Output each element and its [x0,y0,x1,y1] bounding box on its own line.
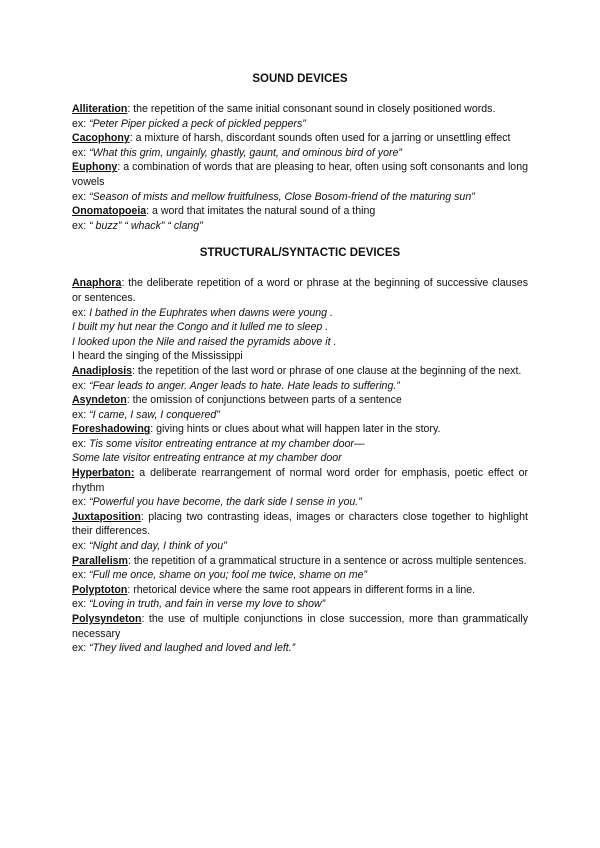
parallelism-example: ex: “Full me once, shame on you; fool me twice, shame on me” [72,569,367,582]
alliteration-definition: Alliteration: the repetition of the same initial consonant sound in closely positioned words. [72,103,496,115]
parallelism-term: Parallelism [72,554,128,567]
polyptoton-example: ex: “Loving in truth, and fain in verse my love to show” [72,598,326,611]
asyndeton-example: ex: “I came, I saw, I conquered” [72,408,220,421]
onomatopoeia-definition: Onomatopoeia: a word that imitates the natural sound of a thing [72,205,376,218]
foreshadowing-example: ex: Tis some visitor entreating entrance at my chamber door— [72,437,365,450]
cacophony-definition: Cacophony: a mixture of harsh, discordant sounds often used for a jarring or unsettling effect [72,132,511,145]
euphony-definition: Euphony: a combination of words that are pleasing to hear, often using soft consonants and long vowels [72,161,528,188]
foreshadowing-definition: Foreshadowing: giving hints or clues about what will happen later in the story. [72,423,441,436]
onomatopoeia-example: ex: “ buzz” “ whack” “ clang” [72,219,203,232]
polysyndeton-definition: Polysyndeton: the use of multiple conjunctions in close succession, more than grammatically necessary [72,613,528,640]
anaphora-term: Anaphora [72,277,122,290]
hyperbaton-definition: Hyperbaton: a deliberate rearrangement of normal word order for emphasis, poetic effect or rhythm [72,467,528,494]
sound-devices-section [72,102,528,233]
parallelism-definition: Parallelism: the repetition of a grammatical structure in a sentence or across multiple sentences. [72,554,527,567]
cacophony-example: ex: “What this grim, ungainly, ghastly, gaunt, and ominous bird of yore” [72,146,402,159]
onomatopoeia-term: Onomatopoeia [72,205,147,218]
anaphora-definition: Anaphora: the deliberate repetition of a word or phrase at the beginning of successive clauses or sentences. [72,277,528,304]
anadiplosis-term: Anadiplosis [72,364,133,377]
juxtaposition-example: ex: “Night and day, I think of you” [72,540,227,553]
anaphora-example-line: I built my hut near the Congo and it lulled me to sleep . [72,321,329,334]
polysyndeton-term: Polysyndeton [72,613,142,625]
alliteration-example: ex: “Peter Piper picked a peck of pickled peppers” [72,117,306,130]
anaphora-example-line: I heard the singing of the Mississippi [72,350,243,363]
polysyndeton-example: ex: “They lived and laughed and loved and left.” [72,642,296,655]
foreshadowing-term: Foreshadowing [72,423,151,436]
cacophony-term: Cacophony [72,132,130,145]
asyndeton-term: Asyndeton [72,394,127,407]
anaphora-example: ex: I bathed in the Euphrates when dawns were young . [72,306,333,319]
structural-devices-section [72,276,528,655]
anadiplosis-definition: Anadiplosis: the repetition of the last word or phrase of one clause at the beginning of the next. [72,364,522,377]
alliteration-term: Alliteration [72,103,128,115]
anadiplosis-example: ex: “Fear leads to anger. Anger leads to hate. Hate leads to suffering.” [72,379,400,392]
sound-devices-heading: SOUND DEVICES [252,73,348,85]
structural-devices-heading: STRUCTURAL/SYNTACTIC DEVICES [199,247,401,260]
juxtaposition-term: Juxtaposition [72,510,141,523]
euphony-term: Euphony [72,161,118,174]
anaphora-example-line: I looked upon the Nile and raised the pyramids above it . [72,335,337,348]
foreshadowing-example-line: Some late visitor entreating entrance at my chamber door [72,452,342,465]
hyperbaton-term: Hyperbaton: [72,467,135,480]
polyptoton-term: Polyptoton [72,583,128,596]
juxtaposition-definition: Juxtaposition: placing two contrasting ideas, images or characters close together to highlight their differences. [72,510,528,538]
polyptoton-definition: Polyptoton: rhetorical device where the same root appears in different forms in a line. [72,583,476,596]
hyperbaton-example: ex: “Powerful you have become, the dark side I sense in you.” [72,496,362,509]
asyndeton-definition: Asyndeton: the omission of conjunctions between parts of a sentence [72,394,402,407]
euphony-example: ex: “Season of mists and mellow fruitfulness, Close Bosom-friend of the maturing sun” [72,190,475,203]
